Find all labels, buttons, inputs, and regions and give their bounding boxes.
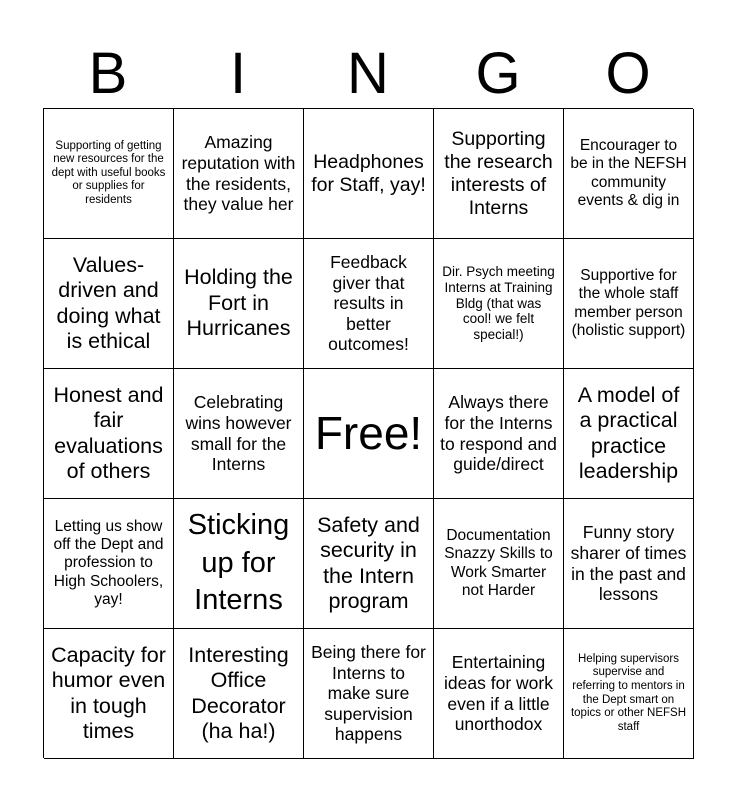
- cell-text: Dir. Psych meeting Interns at Training Bldg (that was cool! we felt special!): [442, 263, 555, 343]
- cell-text: Being there for Interns to make sure supervision happens: [311, 641, 426, 745]
- bingo-cell-r5-c3[interactable]: [304, 629, 434, 759]
- bingo-cell-r4-c4[interactable]: [434, 499, 564, 629]
- free-space-text: Free!: [314, 407, 423, 460]
- cell-text: Documentation Snazzy Skills to Work Smarter not Harder: [444, 526, 553, 599]
- cell-text: Helping supervisors supervise and referring to mentors in the Dept smart on topics or other NEFSH staff: [570, 652, 687, 733]
- cell-text: A model of a practical practice leadership: [577, 382, 680, 483]
- cell-text: Sticking up for Interns: [187, 508, 290, 617]
- bingo-cell-r5-c1[interactable]: [44, 629, 174, 759]
- bingo-cell-r4-c2[interactable]: [174, 499, 304, 629]
- cell-text: Interesting Office Decorator (ha ha!): [188, 642, 289, 743]
- cell-text: Values-driven and doing what is ethical: [56, 252, 161, 353]
- cell-text: Headphones for Staff, yay!: [311, 150, 426, 196]
- cell-text: Encourager to be in the NEFSH community events & dig in: [570, 136, 687, 209]
- cell-text: Honest and fair evaluations of others: [53, 382, 164, 483]
- header-letter-o: O: [605, 41, 651, 106]
- cell-text: Funny story sharer of times in the past and lessons: [570, 522, 687, 605]
- bingo-cell-free-space[interactable]: [304, 369, 434, 499]
- header-letter-i: I: [229, 41, 247, 106]
- cell-text: Holding the Fort in Hurricanes: [184, 265, 293, 341]
- bingo-cell-r2-c2[interactable]: [174, 239, 304, 369]
- bingo-cell-r4-c5[interactable]: [564, 499, 694, 629]
- cell-text: Entertaining ideas for work even if a little unorthodox: [444, 652, 553, 735]
- cell-text: Feedback giver that results in better outcomes!: [328, 251, 409, 355]
- bingo-cell-r1-c3[interactable]: [304, 109, 434, 239]
- bingo-cell-r1-c2[interactable]: [174, 109, 304, 239]
- cell-text: Supportive for the whole staff member person (holistic support): [571, 266, 686, 339]
- bingo-cell-r2-c1[interactable]: [44, 239, 174, 369]
- header-letter-b: B: [88, 41, 128, 106]
- bingo-cell-r2-c3[interactable]: [304, 239, 434, 369]
- bingo-cell-r3-c2[interactable]: [174, 369, 304, 499]
- cell-text: Safety and security in the Intern program: [317, 512, 420, 613]
- bingo-header: [43, 40, 693, 108]
- cell-text: Letting us show off the Dept and profession to High Schoolers, yay!: [53, 517, 164, 608]
- header-letter-n: N: [347, 41, 389, 106]
- bingo-cell-r1-c5[interactable]: [564, 109, 694, 239]
- bingo-cell-r5-c4[interactable]: [434, 629, 564, 759]
- bingo-cell-r3-c5[interactable]: [564, 369, 694, 499]
- bingo-cell-r5-c5[interactable]: [564, 629, 694, 759]
- cell-text: Capacity for humor even in tough times: [51, 642, 166, 743]
- bingo-cell-r1-c4[interactable]: [434, 109, 564, 239]
- bingo-cell-r4-c3[interactable]: [304, 499, 434, 629]
- bingo-cell-r4-c1[interactable]: [44, 499, 174, 629]
- bingo-cell-r3-c1[interactable]: [44, 369, 174, 499]
- header-letter-g: G: [475, 41, 521, 106]
- cell-text: Supporting of getting new resources for the dept with useful books or supplies for residents: [51, 139, 166, 206]
- cell-text: Always there for the Interns to respond and guide/direct: [440, 392, 557, 475]
- cell-text: Supporting the research interests of Interns: [444, 127, 553, 219]
- bingo-board: [43, 108, 693, 758]
- bingo-cell-r2-c5[interactable]: [564, 239, 694, 369]
- bingo-cell-r1-c1[interactable]: [44, 109, 174, 239]
- bingo-cell-r3-c4[interactable]: [434, 369, 564, 499]
- cell-text: Amazing reputation with the residents, they value her: [181, 132, 296, 215]
- bingo-cell-r2-c4[interactable]: [434, 239, 564, 369]
- bingo-cell-r5-c2[interactable]: [174, 629, 304, 759]
- cell-text: Celebrating wins however small for the Interns: [185, 392, 292, 475]
